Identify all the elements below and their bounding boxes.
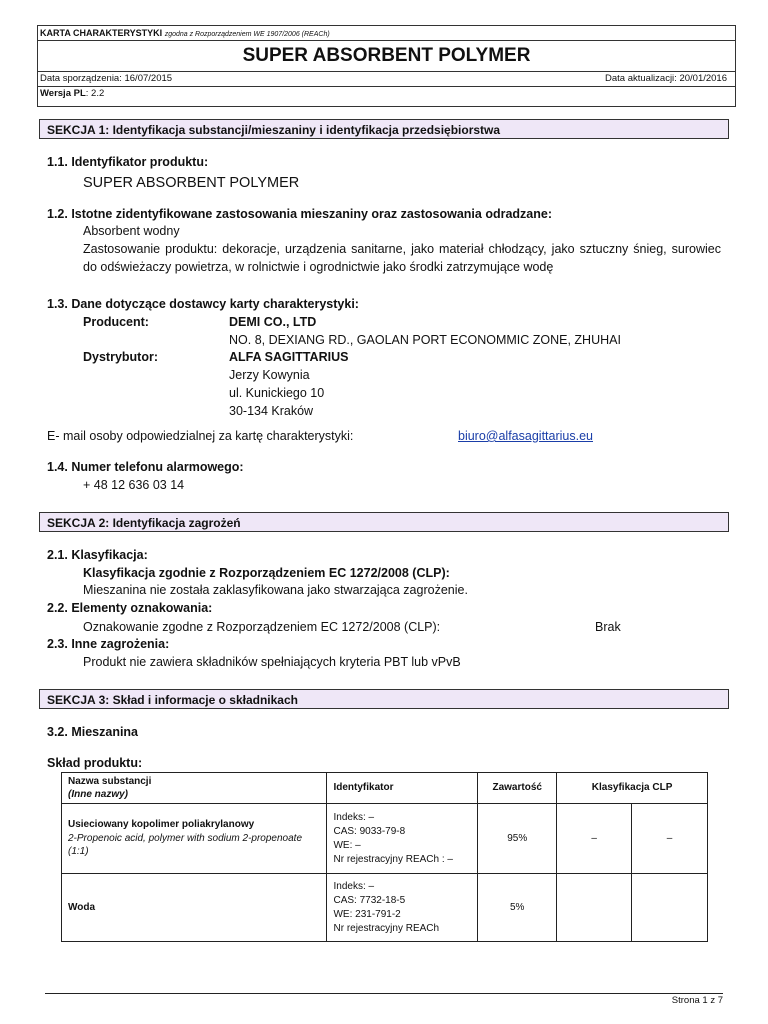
producer-label: Producent: bbox=[83, 315, 149, 329]
id-cas: CAS: 9033-79-8 bbox=[333, 825, 406, 837]
doc-type-label: KARTA CHARAKTERYSTYKI bbox=[40, 28, 163, 38]
table-row bbox=[62, 804, 708, 874]
identifier-cell bbox=[327, 874, 478, 942]
distributor-city: 30-134 Kraków bbox=[229, 404, 314, 418]
clp-cell-2: – bbox=[632, 804, 708, 874]
section-2-heading: SEKCJA 2: Identyfikacja zagrożeń bbox=[39, 512, 729, 532]
section-3-heading: SEKCJA 3: Skład i informacje o składnikach bbox=[39, 689, 729, 709]
s22-heading: 2.2. Elementy oznakowania: bbox=[47, 601, 213, 615]
id-we: WE: 231-791-2 bbox=[333, 908, 401, 920]
distributor-person: Jerzy Kowynia bbox=[229, 368, 310, 382]
version-label: Wersja PL bbox=[40, 88, 86, 99]
other-hazards-text: Produkt nie zawiera składników spełniających kryteria PBT lub vPvB bbox=[83, 655, 461, 669]
page-number: Strona 1 z 7 bbox=[671, 995, 723, 1006]
clp-cell-1: – bbox=[557, 804, 632, 874]
s32-heading: 3.2. Mieszanina bbox=[47, 725, 139, 739]
classification-title: Klasyfikacja zgodnie z Rozporządzeniem EC 1272/2008 (CLP): bbox=[83, 566, 450, 580]
header-name-text: Nazwa substancji bbox=[68, 776, 152, 787]
version-value: : 2.2 bbox=[85, 88, 105, 99]
emergency-phone: + 48 12 636 03 14 bbox=[83, 478, 185, 492]
table-header-row bbox=[62, 773, 708, 804]
header-identifier: Identyfikator bbox=[327, 773, 478, 804]
header-clp: Klasyfikacja CLP bbox=[557, 773, 708, 804]
document-title: SUPER ABSORBENT POLYMER bbox=[38, 41, 735, 72]
footer-divider bbox=[45, 993, 723, 994]
producer-name: DEMI CO., LTD bbox=[229, 315, 317, 329]
document-header bbox=[37, 25, 736, 107]
classification-text: Mieszanina nie została zaklasyfikowana jako stwarzająca zagrożenie. bbox=[83, 583, 468, 597]
email-link[interactable]: biuro@alfasagittarius.eu bbox=[458, 429, 593, 443]
header-version bbox=[38, 87, 735, 105]
s21-heading: 2.1. Klasyfikacja: bbox=[47, 548, 148, 562]
doc-type-regulation: zgodna z Rozporządzeniem WE 1907/2006 (REACh) bbox=[164, 31, 330, 38]
clp-cell-1 bbox=[557, 874, 632, 942]
header-name-sub: (Inne nazwy) bbox=[68, 789, 129, 800]
id-we: WE: – bbox=[333, 839, 361, 851]
s23-heading: 2.3. Inne zagrożenia: bbox=[47, 637, 170, 651]
product-name: SUPER ABSORBENT POLYMER bbox=[83, 175, 300, 191]
date-updated: Data aktualizacji: 20/01/2016 bbox=[605, 73, 727, 84]
identifier-cell bbox=[327, 804, 478, 874]
producer-address: NO. 8, DEXIANG RD., GAOLAN PORT ECONOMMIC ZONE, ZHUHAI bbox=[229, 333, 621, 347]
distributor-street: ul. Kunickiego 10 bbox=[229, 386, 325, 400]
s11-heading: 1.1. Identyfikator produktu: bbox=[47, 155, 209, 169]
composition-label: Skład produktu: bbox=[47, 756, 143, 770]
distributor-label: Dystrybutor: bbox=[83, 350, 159, 364]
id-cas: CAS: 7732-18-5 bbox=[333, 894, 406, 906]
substance-alt-name: 2-Propenoic acid, polymer with sodium 2-propenoate (1:1) bbox=[68, 832, 303, 858]
s12-heading: 1.2. Istotne zidentyfikowane zastosowania mieszaniny oraz zastosowania odradzane: bbox=[47, 207, 552, 221]
labelling-text: Oznakowanie zgodne z Rozporządzeniem EC 1272/2008 (CLP): bbox=[83, 620, 441, 634]
substance-name: Usieciowany kopolimer poliakrylanowy bbox=[68, 819, 255, 831]
header-doc-type bbox=[38, 26, 735, 41]
substance-cell bbox=[62, 804, 327, 874]
header-substance-name bbox=[62, 773, 327, 804]
clp-cell-2 bbox=[632, 874, 708, 942]
id-index: Indeks: – bbox=[333, 811, 375, 823]
use-absorbent: Absorbent wodny bbox=[83, 224, 180, 238]
id-index: Indeks: – bbox=[333, 880, 375, 892]
section-1-heading: SEKCJA 1: Identyfikacja substancji/mieszaniny i identyfikacja przedsiębiorstwa bbox=[39, 119, 729, 139]
content-cell: 95% bbox=[478, 804, 557, 874]
labelling-value: Brak bbox=[595, 620, 621, 634]
composition-table bbox=[61, 772, 708, 942]
id-reach: Nr rejestracyjny REACh : – bbox=[333, 853, 453, 865]
date-prepared: Data sporządzenia: 16/07/2015 bbox=[40, 73, 173, 84]
table-row bbox=[62, 874, 708, 942]
header-content: Zawartość bbox=[478, 773, 557, 804]
id-reach: Nr rejestracyjny REACh bbox=[333, 922, 440, 934]
header-dates bbox=[38, 72, 735, 87]
content-cell: 5% bbox=[478, 874, 557, 942]
use-description: Zastosowanie produktu: dekoracje, urządzenia sanitarne, jako materiał chłodzący, jako sztuczny śnieg, surowiec do odświeżaczy powietrza, w rolnictwie i ogrodnictwie jako środki zatrzymujące wodę bbox=[83, 242, 721, 274]
distributor-name: ALFA SAGITTARIUS bbox=[229, 350, 349, 364]
substance-cell: Woda bbox=[62, 874, 327, 942]
s13-heading: 1.3. Dane dotyczące dostawcy karty charakterystyki: bbox=[47, 297, 359, 311]
email-label: E- mail osoby odpowiedzialnej za kartę charakterystyki: bbox=[47, 429, 354, 443]
s14-heading: 1.4. Numer telefonu alarmowego: bbox=[47, 460, 244, 474]
